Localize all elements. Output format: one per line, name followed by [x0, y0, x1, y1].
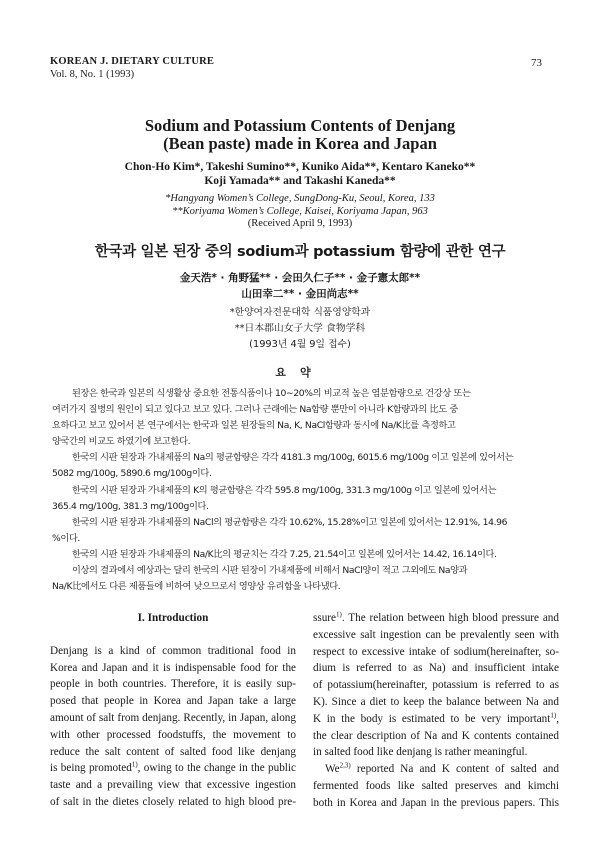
body-line: posed that people in Korea and Japan take a large: [50, 695, 296, 708]
korean-authors-line2: 山田幸二** · 金田尚志**: [241, 288, 359, 300]
body-line: Denjang is a kind of common traditional food in: [50, 644, 296, 657]
affiliation-line1: *Hangyang Women’s College, SungDong-Ku, Seoul, Korea, 133: [165, 193, 435, 204]
citation: 1): [336, 610, 342, 619]
authors-line2: Koji Yamada** and Takashi Kaneda**: [204, 175, 396, 187]
abstract-paragraph: [62, 547, 544, 563]
body-line: both in Korea and Japan in the previous papers. This: [313, 796, 559, 809]
abstract-line: Na/K比에서도 다른 제품들에 비하여 낮으므로서 영양상 유리함을 나타냈다.: [52, 581, 341, 593]
right-column: [313, 610, 559, 812]
affiliation-line2: **Koriyama Women’s College, Kaisei, Koriyama Japan, 963: [172, 206, 428, 217]
abstract-line: 한국의 시판 된장과 가내제품의 Na의 평균함량은 각각 4181.3 mg/100g, 6015.6 mg/100g 이고 일본에 있어서는: [72, 452, 514, 464]
body-line: taste and a prevailing view that excessive ingestion: [50, 779, 296, 792]
body-line: [313, 610, 559, 627]
body-text: , owing to the change in the public: [137, 762, 296, 775]
citation: 1): [131, 760, 138, 769]
abstract-line: 한국의 시판 된장과 가내제품의 K의 평균함량은 각각 595.8 mg/100g, 331.3 mg/100g 이고 일본에 있어서는: [72, 484, 497, 496]
body-text: K in the body is estimated to be very important: [313, 712, 551, 725]
body-line: Korea and Japan and it is indispensable food for the: [50, 661, 296, 674]
section-heading: I. Introduction: [137, 612, 209, 624]
journal-volume: Vol. 8, No. 1 (1993): [50, 69, 135, 80]
korean-affiliation-line2: **日本郡山女子大学 食物学科: [234, 323, 366, 334]
body-line: people in both countries. Therefore, it is easily sup-: [50, 678, 296, 691]
body-line: [313, 711, 559, 728]
body-line: in salted food like denjang is rather meaningful.: [313, 746, 528, 759]
abstract-line: 양국간의 비교도 하였기에 보고한다.: [52, 436, 191, 448]
abstract-heading: 요약: [275, 366, 325, 379]
korean-affiliation-line1: *한양여자전문대학 식품영양학과: [229, 307, 371, 318]
abstract-line: 여러가지 질병의 원인이 되고 있다고 보고 있다. 그러나 근래에는 Na함량 뿐만이 아니라 K함량과의 比도 중: [52, 404, 458, 416]
abstract-line: 요하다고 보고 있어서 본 연구에서는 한국과 일본 된장들의 Na, K, NaCl함량과 동시에 Na/K比를 측정하고: [52, 420, 456, 432]
abstract-line: 이상의 결과에서 예상과는 달리 한국의 시판 된장이 가내제품에 비해서 NaCl양이 적고 그외에도 Na양과: [72, 565, 468, 577]
body-text: is being promoted: [50, 762, 132, 775]
citation: 1): [550, 711, 557, 720]
body-text: reported Na and K content of salted and: [350, 763, 559, 776]
abstract-paragraph: [52, 483, 544, 515]
page-number: 73: [531, 57, 542, 69]
body-line: of potassium(hereinafter, potassium is referred to as: [313, 679, 559, 692]
body-line: [50, 760, 296, 777]
abstract-line: 5082 mg/100g, 5890.6 mg/100g이다.: [52, 468, 212, 480]
korean-received-date: (1993년 4월 9일 접수): [249, 339, 351, 350]
abstract-line: 된장은 한국과 일본의 식생활상 중요한 전통식품이나 10∼20%의 비교적 높은 염분함량으로 건강상 또는: [72, 388, 471, 399]
body-line: respect to excessive intake of sodium(hereinafter, so-: [313, 645, 559, 658]
abstract-paragraph: [52, 563, 544, 595]
korean-title: 한국과 일본 된장 중의 sodium과 potassium 함량에 관한 연구: [94, 244, 506, 260]
body-line: amount of salt from denjang. Recently, in Japan, along: [50, 711, 296, 724]
abstract-line: 365.4 mg/100g, 381.3 mg/100g이다.: [52, 500, 209, 512]
abstract-paragraph: [52, 386, 544, 450]
abstract-paragraph: [52, 450, 544, 482]
body-line: K). Since a diet to keep the balance between Na and: [313, 695, 559, 708]
paper-title-line1: Sodium and Potassium Contents of Denjang: [144, 116, 456, 135]
abstract-line: %이다.: [52, 532, 81, 544]
abstract-line: 한국의 시판 된장과 가내제품의 NaCl의 평균함량은 각각 10.62%, 15.28%이고 일본에 있어서는 12.91%, 14.96: [72, 516, 508, 528]
left-column: [50, 610, 296, 811]
abstract-paragraph: [52, 515, 544, 547]
body-line: of salt in the dietes closely related to high blood pre-: [50, 795, 296, 808]
body-line: with other processed foodstuffs, the movement to: [50, 728, 296, 741]
body-text: We: [325, 763, 340, 776]
body-line: the clear description of Na and K contents contained: [313, 729, 559, 742]
body-text: ,: [556, 712, 559, 725]
citation: 2,3): [339, 761, 351, 770]
abstract-line: 한국의 시판 된장과 가내제품의 Na/K比의 평균치는 각각 7.25, 21.54이고 일본에 있어서는 14.42, 16.14이다.: [72, 548, 497, 560]
received-date: (Received April 9, 1993): [247, 218, 353, 229]
body-line: [313, 761, 559, 778]
korean-authors-line1: 金天浩* · 角野猛** · 会田久仁子** · 金子憲太郎**: [179, 272, 421, 284]
body-line: excessive salt ingestion can be prevalently seen with: [313, 628, 559, 641]
authors-line1: Chon-Ho Kim*, Takeshi Sumino**, Kuniko Aida**, Kentaro Kaneko**: [124, 161, 476, 173]
body-text: ssure: [313, 612, 336, 624]
body-line: fermented foods like salted preserves and kimchi: [313, 779, 559, 792]
paper-title-line2: (Bean paste) made in Korea and Japan: [163, 134, 437, 153]
body-line: dium is referred to as Na) and insufficient intake: [313, 662, 559, 675]
korean-abstract: [52, 386, 544, 595]
body-line: reduce the salt content of salted food like denjang: [50, 745, 296, 758]
body-text: . The relation between high blood pressure and: [341, 612, 559, 624]
journal-name: KOREAN J. DIETARY CULTURE: [50, 56, 215, 67]
